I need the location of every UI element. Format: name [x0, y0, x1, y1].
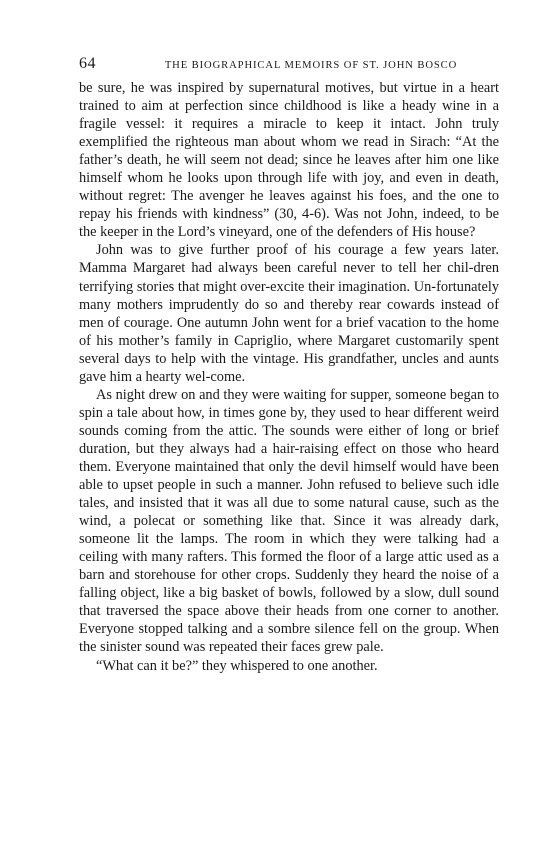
paragraph-continued: be sure, he was inspired by supernatural motives, but virtue in a heart trained to aim at perfection since childhood is like a heady wine in a fragile vessel: it requires a miracle to keep it intact. John truly exemplified the righteous man about whom we read in Sirach: “At the father’s death, he will seem not dead; since he leaves after him one like himself whom he looks upon through life with joy, and even in death, without regret: The avenger he leaves against his foes, and the one to repay his friends with kindness” (30, 4-6). Was not John, indeed, to be the keeper in the Lord’s vineyard, one of the defenders of His house? — [79, 80, 499, 241]
paragraph: “What can it be?” they whispered to one another. — [96, 657, 378, 674]
paragraph: John was to give further proof of his courage a few years later. Mamma Margaret had always been careful never to tell her chil-dren terrifying stories that might over-excite their imagination. Un-fortunately many mothers imprudently do so and thereby rear cowards instead of men of courage. One autumn John went for a brief vacation to the home of his mother’s family in Capriglio, where Margaret customarily spent several days to help with the vintage. His grandfather, uncles and aunts gave him a hearty wel-come. — [79, 242, 499, 385]
running-head: THE BIOGRAPHICAL MEMOIRS OF ST. JOHN BOSCO — [164, 60, 458, 71]
page-header — [79, 55, 499, 77]
page-number: 64 — [79, 55, 96, 72]
body-text — [79, 79, 499, 675]
book-page — [79, 55, 499, 675]
paragraph: As night drew on and they were waiting for supper, someone began to spin a tale about how, in times gone by, they used to hear different weird sounds coming from the attic. The sounds were either of long or brief duration, but they always had a hair-raising effect on those who heard them. Everyone maintained that only the devil himself would have been able to upset people in such a manner. John refused to believe such idle tales, and insisted that it was all due to some natural cause, such as the wind, a polecat or something like that. Since it was already dark, someone lit the lamps. The room in which they were talking had a ceiling with many rafters. This formed the floor of a large attic used as a barn and storehouse for other crops. Suddenly they heard the noise of a falling object, like a big basket of bowls, followed by a slow, dull sound that traversed the space above their heads from one corner to another. Everyone stopped talking and a sombre silence fell on the group. When the sinister sound was repeated their faces grew pale. — [79, 386, 499, 656]
